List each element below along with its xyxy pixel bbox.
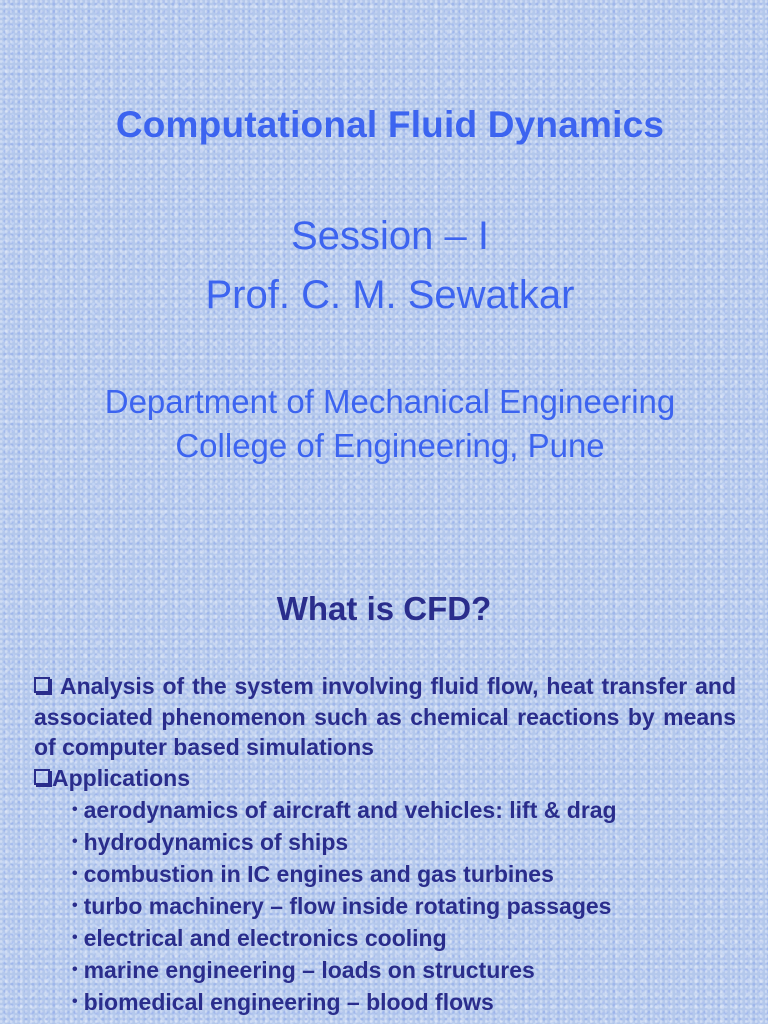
department-name: Department of Mechanical Engineering [104, 383, 676, 420]
dot-bullet-icon: • [72, 801, 78, 818]
dot-bullet-icon: • [72, 961, 78, 978]
definition-text: Analysis of the system involving fluid flow, heat transfer and associated phenomenon such as chemical reactions by means of computer based simulations [34, 673, 736, 760]
list-item-text: hydrodynamics of ships [83, 829, 349, 855]
list-item-text: electrical and electronics cooling [83, 925, 447, 951]
dot-bullet-icon: • [72, 993, 78, 1010]
applications-label: Applications [52, 765, 191, 791]
list-item-text: aerodynamics of aircraft and vehicles: lift & drag [83, 797, 617, 823]
professor-name: Prof. C. M. Sewatkar [205, 273, 575, 317]
list-item-text: combustion in IC engines and gas turbines [83, 861, 554, 887]
dot-bullet-icon: • [72, 929, 78, 946]
list-item-text: biomedical engineering – blood flows [83, 989, 494, 1015]
dot-bullet-icon: • [72, 865, 78, 882]
dot-bullet-icon: • [72, 897, 78, 914]
list-item-text: turbo machinery – flow inside rotating passages [83, 893, 612, 919]
list-item [72, 794, 617, 826]
list-item [72, 858, 617, 890]
checkbox-square-icon [34, 677, 50, 693]
list-item [72, 922, 617, 954]
list-item [72, 890, 617, 922]
list-item [72, 826, 617, 858]
definition-paragraph [34, 671, 736, 763]
slide-title: Computational Fluid Dynamics [115, 104, 665, 145]
list-item-text: marine engineering – loads on structures [83, 957, 535, 983]
college-name: College of Engineering, Pune [175, 427, 605, 464]
cfd-heading: What is CFD? [276, 590, 492, 627]
checkbox-square-icon [34, 769, 50, 785]
list-item [72, 954, 617, 986]
list-item [72, 986, 617, 1018]
session-label: Session – I [291, 214, 489, 258]
dot-bullet-icon: • [72, 833, 78, 850]
applications-list [72, 794, 617, 1018]
applications-heading [34, 763, 736, 794]
